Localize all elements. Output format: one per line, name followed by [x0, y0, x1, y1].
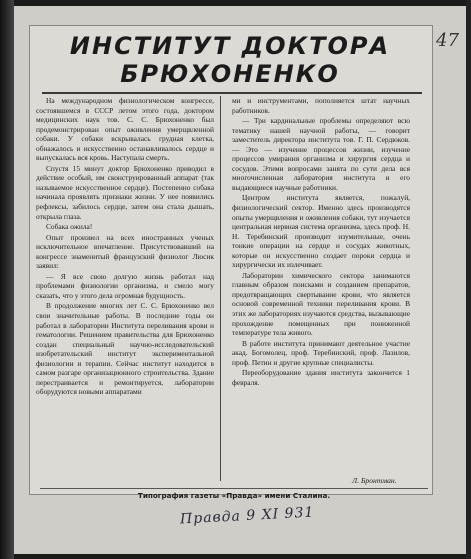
- footer-divider: [40, 488, 428, 489]
- scan-edge-right: [466, 0, 471, 559]
- author-signature: Л. Бронтман.: [352, 476, 397, 485]
- left-paragraph: Опыт произвел на всех иностранных ученых исключительное впечатление. Присутствовавший на конгрессе знаменитый французский физиолог Люсик заявил:: [36, 232, 214, 271]
- handwritten-date-note: Правда 9 XI 931: [179, 504, 315, 528]
- right-paragraph: — Три кардинальные проблемы определяют всю тематику нашей научной работы, — говорит заместитель директора института тов. Г. П. Сердюков. — Это — изучение процессов жизни, изучение процессов умирания организма и хирургия сердца и сосудов. Этими вопросами занята по сути дела вся многочисленная лаборатория института и его выдающиеся научные работники.: [232, 116, 410, 192]
- right-column: [232, 96, 410, 388]
- left-paragraph: — Я все свою долгую жизнь работал над проблемами физиологии организма, и смело могу сказать, что у этого дела огромная будущность.: [36, 271, 214, 300]
- margin-page-mark: 47: [436, 30, 459, 51]
- right-paragraph: Лаборатории химического сектора занимаются главным образом поисками и созданием препаратов, предотвращающих свертывание крови, что является основой современной техники переливания крови. В этих же лабораториях изучаются средства, вызывающие прохождение помещенных при пониженной температуре тела живого.: [232, 270, 410, 338]
- column-divider: [220, 96, 221, 481]
- printer-footer: Типография газеты «Правда» имени Сталина.: [137, 491, 331, 500]
- left-paragraph: Спустя 15 минут доктор Брюхоненко приводил в действие особый, им сконструированный аппарат (так называемое искусственное сердце). Постепенно собака начинала проявлять признаки жизни. У нее появились рефлексы, забилось сердце, затем она стала дышать, открыла глаза.: [36, 163, 214, 221]
- right-paragraph: Переоборудование здания института закончится 1 февраля.: [232, 368, 410, 387]
- headline-divider: [42, 92, 422, 94]
- left-paragraph: В продолжение многих лет С. С. Брюхоненко вел свои значительные работы. В последние годы он работал в лаборатории Института переливания крови и гематологии. Решением правительства для Брюхоненко создан специальный научно-исследовательский изобретательский институт экспериментальной физиологии и терапии. Сейчас институт находится в самом разгаре организационного строительства. Здание перестраивается и ремонтируется, лаборатории оборудуются новыми аппаратами: [36, 301, 214, 397]
- right-paragraph: В работе института принимают деятельное участие акад. Богомолец, проф. Теребинский, проф. Лазилов, проф. Петин и другие крупные специалисты.: [232, 338, 410, 367]
- right-paragraph: ми и инструментами, пополняется штат научных работников.: [232, 96, 410, 115]
- article-headline: ИНСТИТУТ ДОКТОРА БРЮХОНЕНКО: [69, 32, 391, 88]
- scan-edge-left: [0, 0, 14, 559]
- right-paragraph: Центром института является, пожалуй, физиологический сектор. Именно здесь производятся опыты умерщвления и оживления собаки, тут изучается центральная нервная система организма, здесь проф. Н. Н. Теребинский производит изумительные, очень тонкие операции на сердце и сосудах животных, которые он искусственно создает пороки сердца и хирургически их излечивает.: [232, 193, 410, 270]
- left-column: [36, 96, 214, 398]
- left-paragraph: Собака ожила!: [46, 222, 93, 232]
- left-paragraph: На международном физиологическом конгрессе, состоявшемся в СССР летом этого года, доктором медицинских наук тов. С. С. Брюхоненко был продемонстрирован опыт оживления умерщвленной собаки. У собаки вскрывалась грудная клетка, обнажалось и искусственно останавливалось сердце и выпускалась вся кровь. Наступала смерть.: [36, 96, 214, 163]
